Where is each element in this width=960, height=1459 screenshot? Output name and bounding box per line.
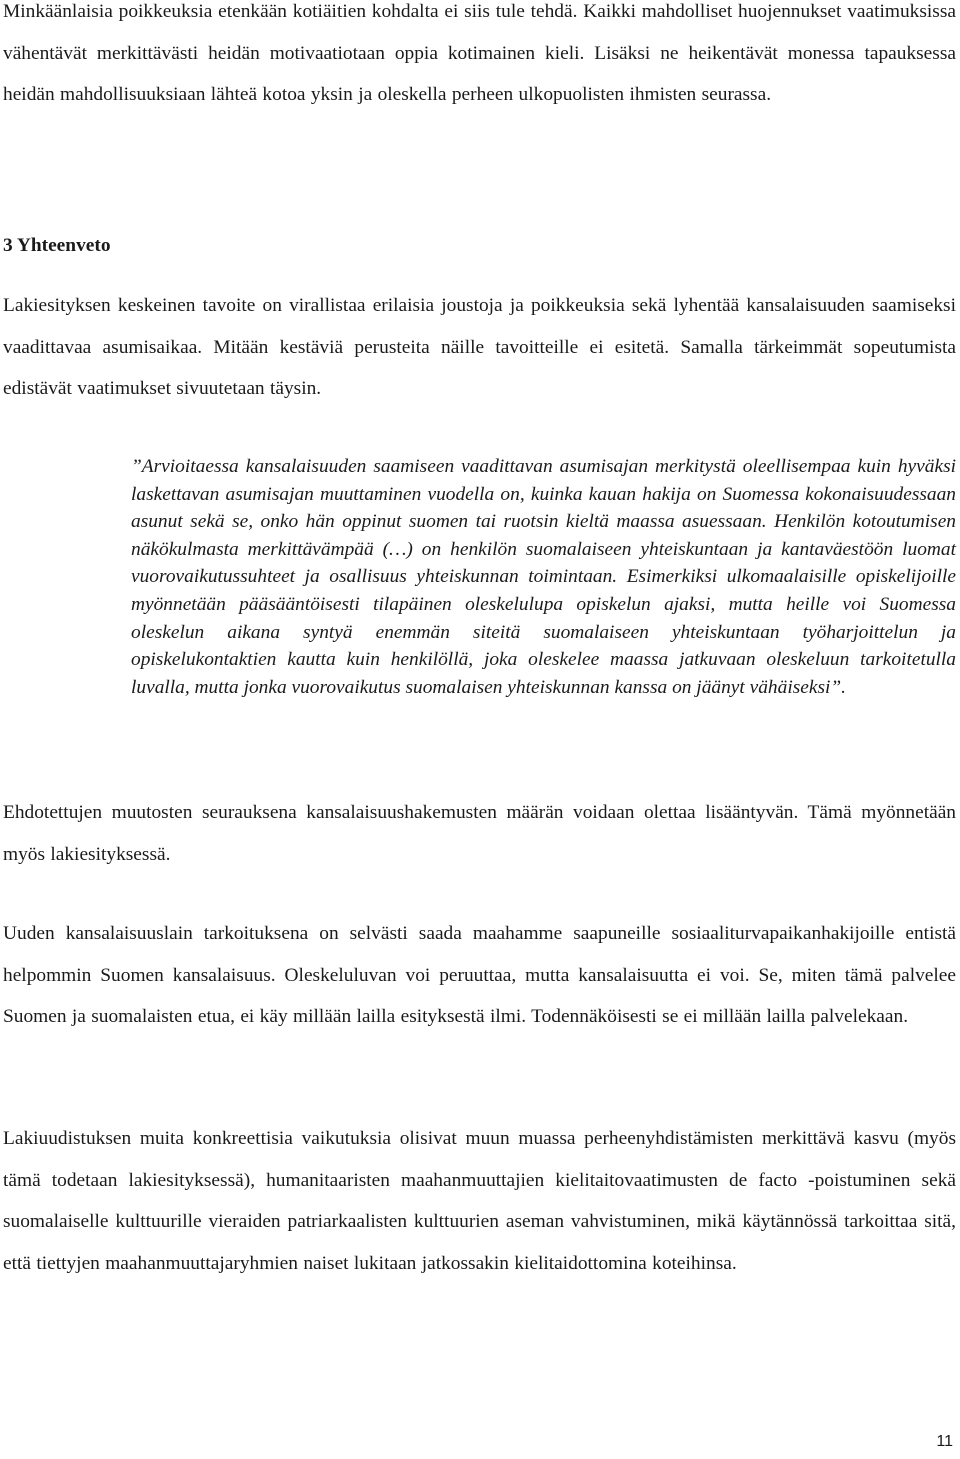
new-law-paragraph: Uuden kansalaisuuslain tarkoituksena on selvästi saada maahamme saapuneille sosiaaliturvapaikanhakijoille entistä helpommin Suomen kansalaisuus. Oleskeluluvan voi peruuttaa, mutta kansalaisuutta ei voi. Se, miten tämä palvelee Suomen ja suomalaisten etua, ei käy millään lailla esityksestä ilmi. Todennäköisesti se ei millään lailla palvelekaan.: [3, 923, 956, 1027]
block-quote: ”Arvioitaessa kansalaisuuden saamiseen vaadittavan asumisajan merkitystä oleellisempaa kuin hyväksi laskettavan asumisajan muuttaminen vuodella on, kuinka kauan hakija on Suomessa kokonaisuudessaan asunut sekä se, onko hän oppinut suomen tai ruotsin kieltä maassa asuessaan. Henkilön kotoutumisen näkökulmasta merkittävämpää (…) on henkilön suomalaiseen yhteiskuntaan ja kantaväestöön luomat vuorovaikutussuhteet ja osallisuus yhteiskunnan toimintaan. Esimerkiksi ulkomaalaisille opiskelijoille myönnetään pääsääntöisesti tilapäinen oleskelulupa opiskelun ajaksi, mutta heille voi Suomessa oleskelun aikana syntyä enemmän siteitä suomalaiseen yhteiskuntaan työharjoittelun ja opiskelukontaktien kautta kuin henkilöllä, joka oleskelee maassa jatkuvaan oleskeluun tarkoitetulla luvalla, mutta jonka vuorovaikutus suomalaisen yhteiskunnan kanssa on jäänyt vähäiseksi”.: [131, 456, 956, 698]
effects-paragraph: Lakiuudistuksen muita konkreettisia vaikutuksia olisivat muun muassa perheenyhdistämisten merkittävä kasvu (myös tämä todetaan lakiesityksessä), humanitaaristen maahanmuuttajien kielitaitovaatimusten de facto -poistuminen sekä suomalaiselle kulttuurille vieraiden patriarkaalisten kulttuurien aseman vahvistuminen, mikä käytännössä tarkoittaa sitä, että tiettyjen maahanmuuttajaryhmien naiset lukitaan jatkossakin kielitaidottomina koteihinsa.: [3, 1128, 956, 1274]
intro-paragraph: Minkäänlaisia poikkeuksia etenkään kotiäitien kohdalta ei siis tule tehdä. Kaikki mahdolliset huojennukset vaatimuksissa vähentävät merkittävästi heidän motivaatiotaan oppia kotimainen kieli. Lisäksi ne heikentävät monessa tapauksessa heidän mahdollisuuksiaan lähteä kotoa yksin ja oleskella perheen ulkopuolisten ihmisten seurassa.: [3, 1, 956, 105]
section-heading: 3 Yhteenveto: [3, 235, 111, 256]
summary-paragraph: Lakiesityksen keskeinen tavoite on virallistaa erilaisia joustoja ja poikkeuksia sekä lyhentää kansalaisuuden saamiseksi vaadittavaa asumisaikaa. Mitään kestäviä perusteita näille tavoitteille ei esitetä. Samalla tärkeimmät sopeutumista edistävät vaatimukset sivuutetaan täysin.: [3, 295, 956, 399]
page-number: 11: [936, 1433, 953, 1450]
changes-paragraph: Ehdotettujen muutosten seurauksena kansalaisuushakemusten määrän voidaan olettaa lisääntyvän. Tämä myönnetään myös lakiesityksessä.: [3, 802, 956, 865]
